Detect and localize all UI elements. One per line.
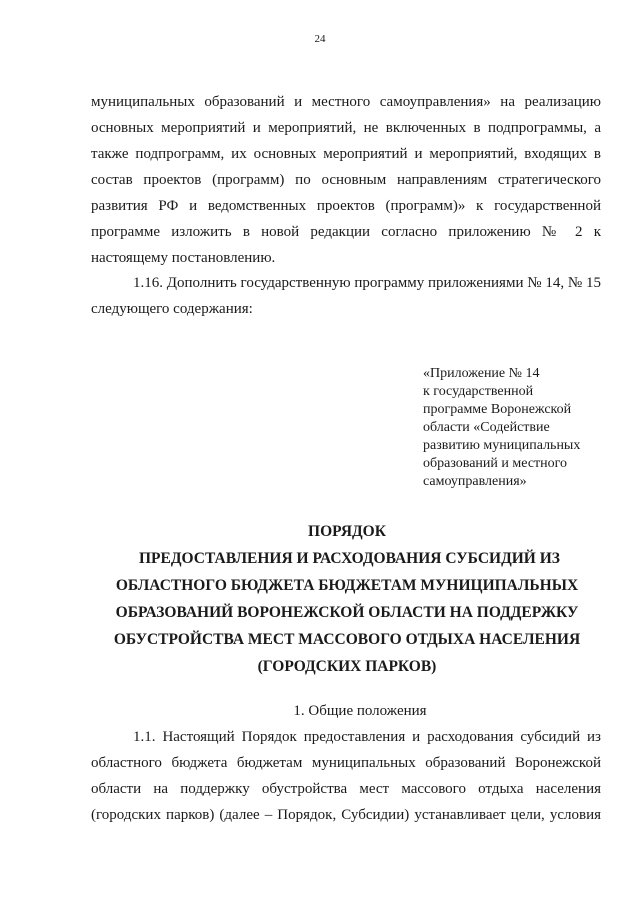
document-title	[91, 518, 603, 680]
title-line: ПРЕДОСТАВЛЕНИЯ И РАСХОДОВАНИЯ СУБСИДИЙ ИЗ	[139, 550, 560, 567]
title-line: ПОРЯДОК	[308, 523, 386, 540]
appendix-line: развитию муниципальных	[423, 438, 581, 453]
appendix-line: программе Воронежской	[423, 402, 572, 417]
appendix-line: области «Содействие	[423, 420, 550, 435]
title-line: (ГОРОДСКИХ ПАРКОВ)	[257, 658, 437, 675]
body-paragraph-continuation: муниципальных образований и местного самоуправления» на реализацию основных мероприятий и мероприятий, не включенных в подпрограммы, а также подпрограмм, их основных мероприятий и мероприятий, входящих в состав проектов (программ) по основным направлениям стратегического развития РФ и ведомственных проектов (программ)» к государственной программе изложить в новой редакции согласно приложению № 2 к настоящему постановлению.	[91, 94, 601, 266]
appendix-line: «Приложение № 14	[423, 366, 540, 381]
section-heading: 1. Общие положения	[293, 703, 427, 719]
appendix-line: к государственной	[423, 384, 534, 399]
appendix-line: самоуправления»	[423, 474, 527, 489]
body-paragraph-general-provisions: 1.1. Настоящий Порядок предоставления и расходования субсидий из областного бюджета бюджетам муниципальных образований Воронежской области на поддержку обустройства мест массового отдыха населения (городских парков) (далее – Порядок, Субсидии) устанавливает цели, условия	[91, 729, 601, 823]
page-number: 24	[314, 33, 326, 45]
appendix-heading	[423, 365, 613, 491]
title-line: ОБУСТРОЙСТВА МЕСТ МАССОВОГО ОТДЫХА НАСЕЛЕНИЯ	[113, 631, 581, 648]
appendix-line: образований и местного	[423, 456, 568, 471]
body-paragraph-amendment: 1.16. Дополнить государственную программу приложениями № 14, № 15 следующего содержания:	[91, 275, 601, 317]
title-line: ОБЛАСТНОГО БЮДЖЕТА БЮДЖЕТАМ МУНИЦИПАЛЬНЫХ	[115, 577, 579, 594]
title-line: ОБРАЗОВАНИЙ ВОРОНЕЖСКОЙ ОБЛАСТИ НА ПОДДЕРЖКУ	[115, 604, 579, 621]
